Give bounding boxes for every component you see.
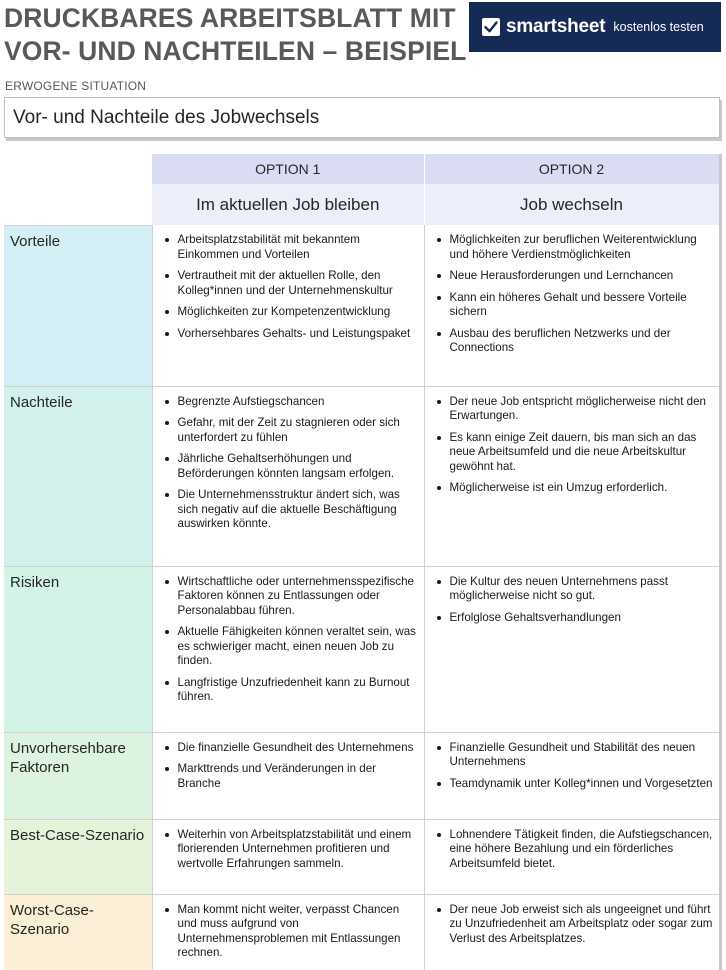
list-item: Die Kultur des neuen Unternehmens passt möglicherweise nicht so gut. <box>435 575 715 604</box>
page-title <box>4 2 467 68</box>
list-item: Neue Herausforderungen und Lernchancen <box>435 269 715 284</box>
smartsheet-banner[interactable] <box>469 2 721 52</box>
option-1-label: OPTION 1 <box>152 154 424 184</box>
option-2-title[interactable]: Job wechseln <box>424 184 720 225</box>
list-item: Begrenzte Aufstiegschancen <box>163 395 420 410</box>
option-1-cell[interactable] <box>152 566 424 732</box>
list-item: Wirtschaftliche oder unternehmensspezifische Faktoren können zu Entlassungen oder Personalabbau führen. <box>163 575 420 619</box>
option-2-cell[interactable] <box>424 225 720 386</box>
list-item: Arbeitsplatzstabilität mit bekanntem Einkommen und Vorteilen <box>163 233 420 262</box>
option-1-cell[interactable] <box>152 894 424 970</box>
row-label: Worst-Case-Szenario <box>4 894 152 970</box>
option-2-cell[interactable] <box>424 819 720 894</box>
table-row <box>4 732 720 819</box>
situation-field[interactable]: Vor- und Nachteile des Jobwechsels <box>4 97 720 138</box>
list-item: Jährliche Gehaltserhöhungen und Beförderungen könnten langsam erfolgen. <box>163 452 420 481</box>
banner-brand: smartsheet <box>506 16 606 37</box>
bullet-list <box>163 395 420 532</box>
option-2-cell[interactable] <box>424 894 720 970</box>
list-item: Der neue Job entspricht möglicherweise nicht den Erwartungen. <box>435 395 715 424</box>
bullet-list <box>163 233 420 341</box>
list-item: Finanzielle Gesundheit und Stabilität des neuen Unternehmens <box>435 741 715 770</box>
table-row <box>4 819 720 894</box>
list-item: Vorhersehbares Gehalts- und Leistungspaket <box>163 327 420 342</box>
row-label: Risiken <box>4 566 152 732</box>
list-item: Weiterhin von Arbeitsplatzstabilität und einem florierenden Unternehmen profitieren und wertvolle Erfahrungen sammeln. <box>163 828 420 872</box>
bullet-list <box>435 575 715 626</box>
list-item: Aktuelle Fähigkeiten können veraltet sein, was es schwieriger macht, einen neuen Job zu finden. <box>163 625 420 669</box>
option-1-title[interactable]: Im aktuellen Job bleiben <box>152 184 424 225</box>
list-item: Kann ein höheres Gehalt und bessere Vorteile sichern <box>435 291 715 320</box>
option-2-cell[interactable] <box>424 386 720 566</box>
corner-cell <box>4 184 152 225</box>
table-row <box>4 894 720 970</box>
list-item: Möglichkeiten zur Kompetenzentwicklung <box>163 305 420 320</box>
page-title-line-1: DRUCKBARES ARBEITSBLATT MIT <box>4 3 456 33</box>
pros-cons-table <box>4 154 722 970</box>
situation-label: ERWOGENE SITUATION <box>5 79 147 93</box>
list-item: Vertrautheit mit der aktuellen Rolle, den Kolleg*innen und der Unternehmenskultur <box>163 269 420 298</box>
bullet-list <box>163 741 420 792</box>
list-item: Langfristige Unzufriedenheit kann zu Burnout führen. <box>163 676 420 705</box>
bullet-list <box>163 903 420 961</box>
table-row <box>4 386 720 566</box>
row-label: Nachteile <box>4 386 152 566</box>
list-item: Der neue Job erweist sich als ungeeignet und führt zu Unzufriedenheit am Arbeitsplatz oder sogar zum Verlust des Arbeitsplatzes. <box>435 903 715 947</box>
bullet-list <box>163 575 420 705</box>
bullet-list <box>435 903 715 947</box>
bullet-list <box>435 828 715 872</box>
list-item: Lohnendere Tätigkeit finden, die Aufstiegschancen, eine höhere Bezahlung und ein förderliches Arbeitsumfeld bietet. <box>435 828 715 872</box>
list-item: Möglicherweise ist ein Umzug erforderlich. <box>435 481 715 496</box>
smartsheet-logo-icon <box>482 18 500 36</box>
option-1-cell[interactable] <box>152 225 424 386</box>
list-item: Man kommt nicht weiter, verpasst Chancen und muss aufgrund von Unternehmensproblemen mit Entlassungen rechnen. <box>163 903 420 961</box>
option-1-cell[interactable] <box>152 732 424 819</box>
list-item: Gefahr, mit der Zeit zu stagnieren oder sich unterfordert zu fühlen <box>163 416 420 445</box>
option-2-label: OPTION 2 <box>424 154 720 184</box>
option-2-cell[interactable] <box>424 566 720 732</box>
list-item: Die Unternehmensstruktur ändert sich, was sich negativ auf die aktuelle Beschäftigung auswirken könnte. <box>163 488 420 532</box>
list-item: Markttrends und Veränderungen in der Branche <box>163 762 420 791</box>
list-item: Erfolglose Gehaltsverhandlungen <box>435 611 715 626</box>
row-label: Vorteile <box>4 225 152 386</box>
list-item: Möglichkeiten zur beruflichen Weiterentwicklung und höhere Verdienstmöglichkeiten <box>435 233 715 262</box>
bullet-list <box>435 233 715 356</box>
row-label: Unvorhersehbare Faktoren <box>4 732 152 819</box>
list-item: Teamdynamik unter Kolleg*innen und Vorgesetzten <box>435 777 715 792</box>
option-1-cell[interactable] <box>152 819 424 894</box>
row-label: Best-Case-Szenario <box>4 819 152 894</box>
bullet-list <box>163 828 420 872</box>
table-row <box>4 225 720 386</box>
corner-cell <box>4 154 152 184</box>
option-1-cell[interactable] <box>152 386 424 566</box>
list-item: Ausbau des beruflichen Netzwerks und der Connections <box>435 327 715 356</box>
banner-cta: kostenlos testen <box>613 20 704 34</box>
bullet-list <box>435 741 715 792</box>
page-title-line-2: VOR- UND NACHTEILEN – BEISPIEL <box>4 36 467 66</box>
list-item: Die finanzielle Gesundheit des Unternehmens <box>163 741 420 756</box>
table-row <box>4 566 720 732</box>
bullet-list <box>435 395 715 496</box>
option-2-cell[interactable] <box>424 732 720 819</box>
list-item: Es kann einige Zeit dauern, bis man sich an das neue Arbeitsumfeld und die neue Arbeitskultur gewöhnt hat. <box>435 431 715 475</box>
